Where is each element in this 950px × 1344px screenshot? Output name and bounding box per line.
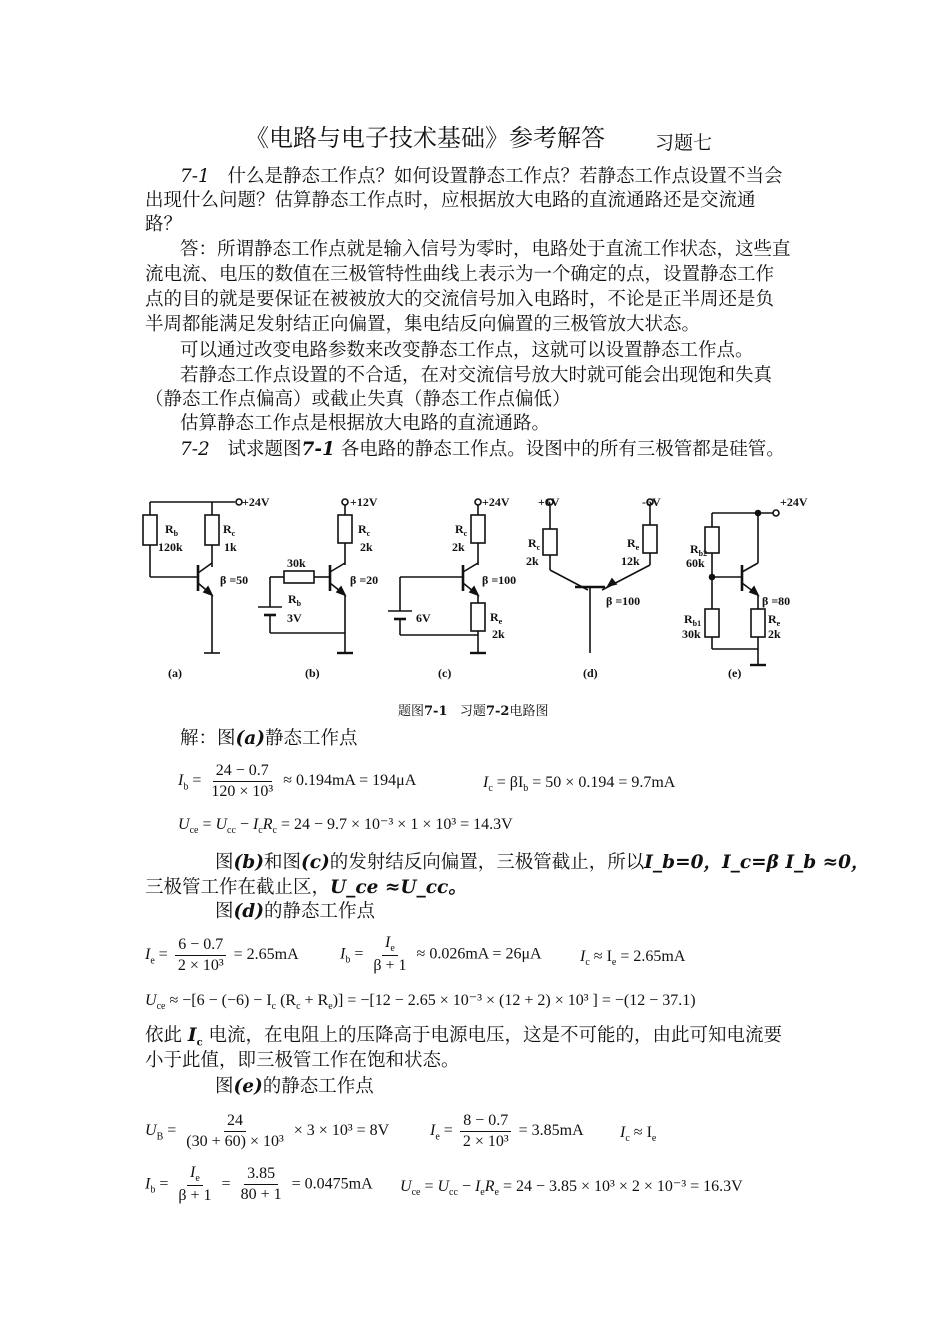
sol-bc-line2: 三极管工作在截止区，U_ce ≈U_cc。 xyxy=(145,877,467,898)
answer-line: （静态工作点偏高）或截止失真（静态工作点偏低） xyxy=(145,389,571,410)
answer-line: 可以通过改变电路参数来改变静态工作点，这就可以设置静态工作点。 xyxy=(180,340,754,361)
sol-e-ub: $U_B$ = $\frac{24}{\text{(30 + 60) × 10³}}$ × 3 × 10³ = 8V xyxy=(145,1112,390,1150)
d-beta: β =100 xyxy=(606,594,641,608)
sol-d-note1: 依此 $I_c$ 电流，在电阻上的压降高于电源电压，这是不可能的，由此可知电流要 xyxy=(145,1025,783,1049)
c-supply: +24V xyxy=(482,495,510,509)
e-rb2-label: $R_{b2}$ xyxy=(690,542,708,558)
sol-d-uce: $U_{ce} \approx -[6 - (-6) - I_c$ $(R_c + R_e)] = -[12 - 2.65 \times 10^{-3} \times (12 + 2) \times 10^3$ ] = −(12 − 37.1) xyxy=(145,992,696,1013)
sol-d-note2: 小于此值，即三极管工作在饱和状态。 xyxy=(145,1050,460,1071)
sol-e-ic: $I_c \approx I_e$ xyxy=(620,1124,657,1145)
page-title: 《电路与电子技术基础》参考解答 xyxy=(245,124,605,152)
sol-e-uce: $U_{ce} = U_{cc} - I_eR_e = 24 - 3.85 \times 10^3 \times 2 \times 10^{-3} = 16.3V$ xyxy=(400,1178,743,1199)
q71-line1 xyxy=(180,165,782,188)
answer-line: 答：所谓静态工作点就是输入信号为零时，电路处于直流工作状态，这些直 xyxy=(180,239,791,260)
b-beta: β =20 xyxy=(350,573,379,587)
sol-e-heading: 图(e)的静态工作点 xyxy=(215,1076,374,1097)
c-beta: β =100 xyxy=(482,573,517,587)
c-re-value: 2k xyxy=(492,627,505,641)
page-subtitle: 习题七 xyxy=(655,132,713,154)
d-supply-pos: +6V xyxy=(538,495,560,509)
sol-d-heading: 图(d)的静态工作点 xyxy=(215,901,375,922)
a-tag: (a) xyxy=(168,666,182,680)
q71-number: 7-1 xyxy=(180,166,210,187)
b-rb-label: $R_b$ xyxy=(288,592,302,608)
a-supply: +24V xyxy=(242,495,270,509)
c-tag: (c) xyxy=(438,666,452,680)
a-beta: β =50 xyxy=(220,573,249,587)
answer-line: 若静态工作点设置的不合适，在对交流信号放大时就可能会出现饱和失真 xyxy=(180,365,773,386)
d-tag: (d) xyxy=(583,666,598,680)
answer-line: 半周都能满足发射结正向偏置，集电结反向偏置的三极管放大状态。 xyxy=(145,314,701,335)
sol-a-heading: 解：图(a)静态工作点 xyxy=(180,728,358,749)
e-rb2-value: 60k xyxy=(686,556,705,570)
b-rc-value: 2k xyxy=(360,540,373,554)
c-battery: 6V xyxy=(416,611,431,625)
sol-d-ib: $I_b$ = $\frac{I_e}{\beta + 1}$ ≈ 0.026mA = 26μA xyxy=(340,934,542,975)
sol-a-uce: $U_{ce} = U_{cc} - I_cR_c = 24 - 9.7 \times 10^{-3} \times 1 \times 10^3 = 14.3V$ xyxy=(178,816,513,837)
answer-line: 流电流、电压的数值在三极管特性曲线上表示为一个确定的点，设置静态工作 xyxy=(145,264,775,285)
circuit-b xyxy=(258,499,353,653)
e-re-value: 2k xyxy=(768,627,781,641)
sol-d-ic: $I_c \approx I_e = 2.65mA$ xyxy=(580,948,686,969)
q72-fig: 7-1 xyxy=(301,439,335,460)
e-beta: β =80 xyxy=(762,594,791,608)
q72-post: 各电路的静态工作点。设图中的所有三极管都是硅管。 xyxy=(340,439,785,460)
sol-d-ie: $I_e$ = $\frac{6 - 0.7}{\text{2 × 10³}}$ = 2.65mA xyxy=(145,936,299,974)
d-supply-neg: -6V xyxy=(642,495,661,509)
c-re-label: $R_e$ xyxy=(490,610,503,626)
circuit-c xyxy=(388,499,486,653)
c-rc-label: $R_c$ xyxy=(455,522,468,538)
q72-pre: 试求题图 xyxy=(227,439,302,460)
b-supply: +12V xyxy=(350,495,378,509)
q72-line xyxy=(180,438,785,461)
b-battery: 3V xyxy=(287,611,302,625)
d-rc-value: 2k xyxy=(526,554,539,568)
e-rb1-value: 30k xyxy=(682,627,701,641)
e-rb1-label: $R_{b1}$ xyxy=(684,612,702,628)
a-rb-value: 120k xyxy=(158,540,183,554)
sol-e-ie: $I_e$ = $\frac{8 - 0.7}{\text{2 × 10³}}$ = 3.85mA xyxy=(430,1112,584,1150)
q71-line3: 路？ xyxy=(145,214,183,235)
sol-a-ib: $I_b$ = $\frac{24 - 0.7}{\text{120 × 10³}}$ ≈ 0.194mA = 194μA xyxy=(178,762,417,800)
d-rc-label: $R_c$ xyxy=(528,536,541,552)
b-tag: (b) xyxy=(305,666,320,680)
d-re-label: $R_e$ xyxy=(627,536,640,552)
q71-line2: 出现什么问题？估算静态工作点时，应根据放大电路的直流通路还是交流通 xyxy=(145,190,756,211)
a-rb-label: $R_b$ xyxy=(165,522,179,538)
circuit-d xyxy=(543,499,657,653)
b-rb-value: 30k xyxy=(287,556,306,570)
circuit-e xyxy=(705,510,779,665)
answer-line: 点的目的就是要保证在被被放大的交流信号加入电路时，不论是正半周还是负 xyxy=(145,289,775,310)
sol-a-ic: $I_c = \beta I_b = 50 \times 0.194 = 9.7mA$ xyxy=(483,774,676,795)
c-rc-value: 2k xyxy=(452,540,465,554)
e-re-label: $R_e$ xyxy=(768,612,781,628)
e-tag: (e) xyxy=(728,666,742,680)
figure-caption: 题图7-1 习题7-2电路图 xyxy=(398,704,549,719)
answer-line: 估算静态工作点是根据放大电路的直流通路。 xyxy=(180,413,551,434)
sol-e-ib: $I_b$ = $\frac{I_e}{\beta + 1}$ = $\frac{3.85}{80 + 1}$ = 0.0475mA xyxy=(145,1164,373,1205)
a-rc-value: 1k xyxy=(224,540,237,554)
e-supply: +24V xyxy=(780,495,808,509)
circuit-figure xyxy=(130,485,830,695)
d-re-value: 12k xyxy=(621,554,640,568)
sol-bc-line1: 图(b)和图(c)的发射结反向偏置，三极管截止，所以I_b=0，I_c=β I_b ≈0， xyxy=(215,852,870,873)
b-rc-label: $R_c$ xyxy=(358,522,371,538)
q72-number: 7-2 xyxy=(180,439,210,460)
q71-text: 什么是静态工作点？如何设置静态工作点？若静态工作点设置不当会 xyxy=(227,166,783,187)
a-rc-label: $R_c$ xyxy=(223,522,236,538)
